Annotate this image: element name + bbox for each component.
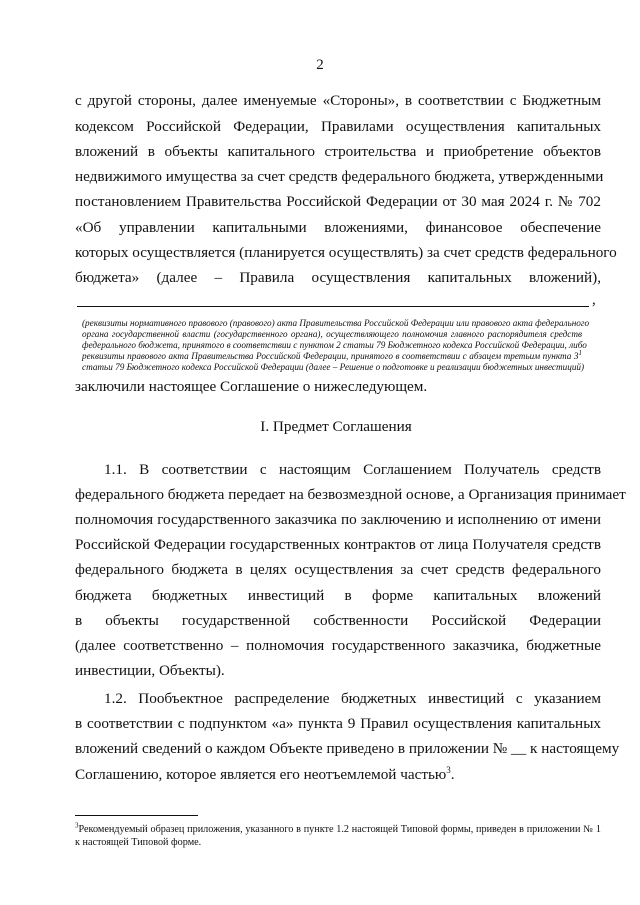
clause-line: 1.1. В соответствии с настоящим Соглашением Получатель средств bbox=[104, 461, 601, 478]
footnote-text: Рекомендуемый образец приложения, указанного в пункте 1.2 настоящей Типовой формы, приведен в приложении № 1 bbox=[78, 824, 601, 835]
clause-end-punctuation: . bbox=[450, 766, 455, 783]
footnote-line: к настоящей Типовой форме. bbox=[75, 837, 202, 848]
clause-line bbox=[75, 765, 601, 785]
clause-line: федерального бюджета передает на безвозмездной основе, а Организация принимает bbox=[75, 486, 626, 503]
requisites-hint-line bbox=[82, 348, 582, 362]
clause-line: 1.2. Пообъектное распределение бюджетных инвестиций с указанием bbox=[104, 690, 601, 707]
requisites-comma: , bbox=[592, 292, 596, 308]
clause-line: в соответствии с подпунктом «а» пункта 9 Правил осуществления капитальных bbox=[75, 715, 601, 732]
footnote-line bbox=[75, 823, 601, 836]
footnote-reference: 3 bbox=[446, 764, 451, 775]
concluded-line: заключили настоящее Соглашение о нижеследующем. bbox=[75, 378, 428, 395]
clause-text: Соглашению, которое является его неотъемлемой частью bbox=[75, 766, 447, 783]
requisites-hint-line: федерального бюджета, принятого в соответствии с пунктом 2 статьи 79 Бюджетного кодекса Российской Федерации, либо bbox=[82, 340, 587, 350]
requisites-hint-line: органа государственной власти (государственного органа), осуществляющего полномочия главного распорядителя средств bbox=[82, 329, 582, 339]
preamble-line: с другой стороны, далее именуемые «Стороны», в соответствии с Бюджетным bbox=[75, 92, 601, 109]
preamble-line: «Об управлении капитальными вложениями, финансовое обеспечение bbox=[75, 219, 601, 236]
requisites-hint-sup: 1 bbox=[578, 348, 582, 357]
requisites-hint-text: реквизиты правового акта Правительства Российской Федерации, принятого в соответствии с абзацем третьим пункта 3 bbox=[82, 351, 579, 361]
preamble-line: которых осуществляется (планируется осуществлять) за счет средств федерального bbox=[75, 244, 617, 261]
preamble-line: кодексом Российской Федерации, Правилами осуществления капитальных bbox=[75, 118, 601, 135]
preamble-line: бюджета» (далее – Правила осуществления капитальных вложений), bbox=[75, 269, 601, 286]
clause-line: инвестиции, Объекты). bbox=[75, 662, 225, 679]
preamble-line: постановлением Правительства Российской Федерации от 30 мая 2024 г. № 702 bbox=[75, 193, 601, 210]
clause-line: Российской Федерации государственных контрактов от лица Получателя средств bbox=[75, 536, 601, 553]
clause-line: федерального бюджета в целях осуществления за счет средств федерального bbox=[75, 561, 601, 578]
clause-line: вложений сведений о каждом Объекте приведено в приложении № __ к настоящему bbox=[75, 740, 620, 757]
section-heading: I. Предмет Соглашения bbox=[260, 418, 412, 435]
clause-line: (далее соответственно – полномочия государственного заказчика, бюджетные bbox=[75, 637, 601, 654]
requisites-blank-line bbox=[77, 306, 589, 307]
clause-line: в объекты государственной собственности Российской Федерации bbox=[75, 612, 601, 629]
preamble-line: вложений в объекты капитального строительства и приобретение объектов bbox=[75, 143, 601, 160]
page-number: 2 bbox=[316, 57, 324, 73]
requisites-hint-line: (реквизиты нормативного правового (правового) акта Правительства Российской Федерации или правового акта федерального bbox=[82, 318, 590, 328]
preamble-line: недвижимого имущества за счет средств федерального бюджета, утвержденными bbox=[75, 168, 604, 185]
footnote-separator bbox=[75, 815, 198, 816]
clause-line: бюджета бюджетных инвестиций в форме капитальных вложений bbox=[75, 587, 601, 604]
requisites-hint-line: статьи 79 Бюджетного кодекса Российской Федерации (далее – Решение о подготовке и реализации бюджетных инвестиций) bbox=[82, 362, 585, 372]
clause-line: полномочия государственного заказчика по заключению и исполнению от имени bbox=[75, 511, 601, 528]
footnote-number: 3 bbox=[75, 821, 79, 830]
